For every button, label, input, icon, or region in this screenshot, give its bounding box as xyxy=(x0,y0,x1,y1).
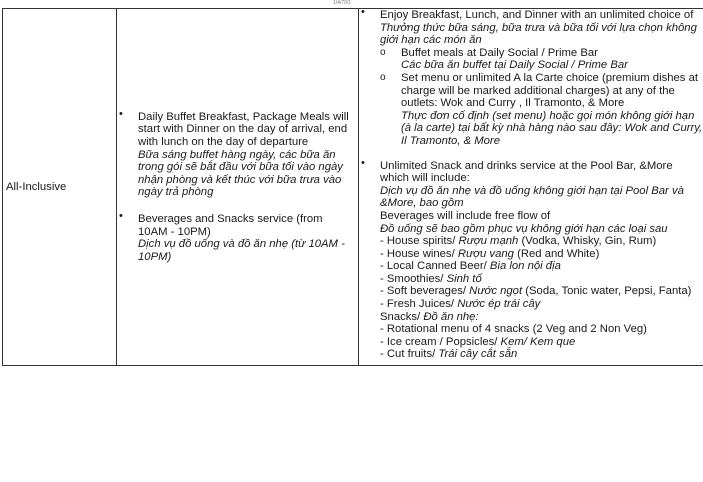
snacks-heading: Snacks/ Đồ ăn nhẹ: xyxy=(380,310,479,323)
snacks-text-en: Unlimited Snack and drinks service at the Pool Bar, &More which will include: xyxy=(380,159,673,185)
details-cell xyxy=(359,6,703,366)
inclusion-item xyxy=(117,209,358,263)
drink-item: - House wines/ Rượu vang (Red and White) xyxy=(380,247,600,260)
meal-sub-item xyxy=(359,47,703,72)
meal-sub-item xyxy=(359,72,703,148)
drink-item: - Local Canned Beer/ Bia lon nội địa xyxy=(380,260,561,273)
beverages-text-en: Beverages will include free flow of xyxy=(380,209,551,222)
page-top-mark: 1/4/70/1 xyxy=(333,0,352,6)
bullet-icon: • xyxy=(361,156,365,169)
table-row xyxy=(3,9,703,366)
inclusion-text-en: Beverages and Snacks service (from 10AM - 10PM) xyxy=(138,212,323,238)
package-name: All-Inclusive xyxy=(6,180,67,193)
meal-sub-en: Set menu or unlimited A la Carte choice (premium dishes at charge will be marked additional charges) at any of the outlets: Wok and Curry , Il Tramonto, & More xyxy=(401,71,698,110)
circle-bullet-icon: o xyxy=(380,71,386,83)
inclusion-text-vi: Bữa sáng buffet hàng ngày, các bữa ăn trong gói sẽ bắt đầu với bữa tối vào ngày nhận phòng và kết thúc với bữa trưa vào ngày trả phòng xyxy=(138,148,343,199)
meals-text-vi: Thưởng thức bữa sáng, bữa trưa và bữa tối với lựa chọn không giới hạn các món ăn xyxy=(380,21,697,47)
inclusion-item xyxy=(117,107,358,199)
snack-item: - Cut fruits/ Trái cây cắt sẵn xyxy=(380,348,518,361)
inclusion-text-vi: Dịch vụ đồ uống và đồ ăn nhẹ (từ 10AM - 10PM) xyxy=(138,238,345,263)
package-table xyxy=(2,8,703,366)
drink-item: - Fresh Juices/ Nước ép trái cây xyxy=(380,298,541,311)
beverages-text-vi: Đồ uống sẽ bao gồm phục vụ không giới hạn các loại sau xyxy=(380,222,668,235)
inclusion-text-en: Daily Buffet Breakfast, Package Meals will start with Dinner on the day of arrival, end with lunch on the day of departure xyxy=(138,110,349,148)
snack-item: - Ice cream / Popsicles/ Kem/ Kem que xyxy=(380,335,576,348)
bullet-icon: • xyxy=(119,107,123,120)
package-name-cell xyxy=(3,9,117,366)
meal-sub-en: Buffet meals at Daily Social / Prime Bar xyxy=(401,46,598,59)
meals-section xyxy=(359,6,703,47)
meal-sub-vi: Thực đơn cố định (set menu) hoặc gọi món không giới hạn (à la carte) tại bất kỳ nhà hàng nào sau đây: Wok and Curry, Il Tramonto, & More xyxy=(401,109,703,147)
snacks-section xyxy=(359,156,703,362)
drink-item: - Soft beverages/ Nước ngọt (Soda, Tonic water, Pepsi, Fanta) xyxy=(380,285,692,298)
drink-item: - House spirits/ Rượu mạnh (Vodka, Whisky, Gin, Rum) xyxy=(380,235,657,248)
circle-bullet-icon: o xyxy=(380,46,386,58)
meals-text-en: Enjoy Breakfast, Lunch, and Dinner with an unlimited choice of xyxy=(380,9,694,21)
snack-item: - Rotational menu of 4 snacks (2 Veg and 2 Non Veg) xyxy=(380,323,647,336)
meal-sub-vi: Các bữa ăn buffet tại Daily Social / Prime Bar xyxy=(401,59,628,72)
bullet-icon: • xyxy=(361,6,365,18)
bullet-icon: • xyxy=(119,209,123,222)
snacks-text-vi: Dịch vụ đồ ăn nhẹ và đồ uống không giới hạn tại Pool Bar và &More, bao gồm xyxy=(380,184,684,210)
drink-item: - Smoothies/ Sinh tố xyxy=(380,272,482,285)
inclusions-cell xyxy=(117,9,359,366)
